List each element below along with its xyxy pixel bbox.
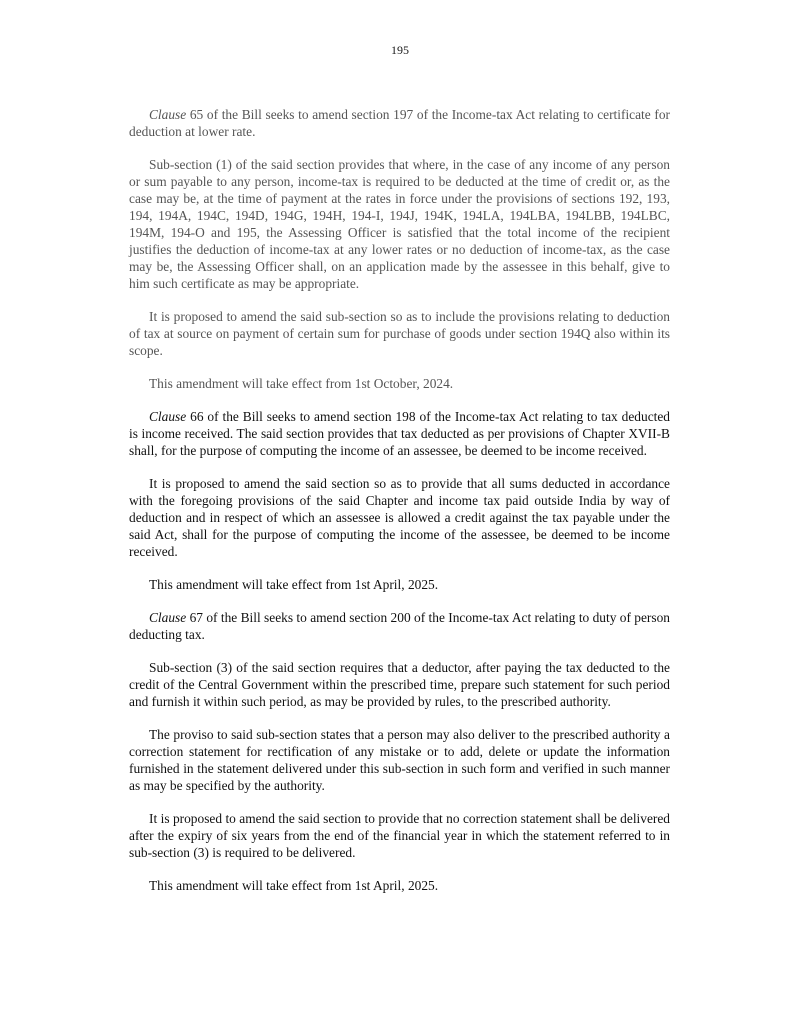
proviso-paragraph: The proviso to said sub-section states that a person may also deliver to the prescribed authority a correction statement for rectification of any mistake or to add, delete or update the information furnished in the statement delivered under this sub-section in such form and verified in such manner as may be specified by the authority. (129, 727, 670, 793)
proposal-paragraph: It is proposed to amend the said section to provide that no correction statement shall be delivered after the expiry of six years from the end of the financial year in which the statement referred to in sub-section (3) is required to be delivered. (129, 811, 670, 860)
sub-section-1-paragraph: Sub-section (1) of the said section provides that where, in the case of any income of any person or sum payable to any person, income-tax is required to be deducted at the time of credit or, as the case may be, at the time of payment at the rates in force under the provisions of sections 192, 193, 194, 194A, 194C, 194D, 194G, 194H, 194-I, 194J, 194K, 194LA, 194LBA, 194LBB, 194LBC, 194M, 194-O and 195, the Assessing Officer is satisfied that the total income of the recipient justifies the deduction of income-tax at any lower rates or no deduction of income-tax, as the case may be, the Assessing Officer shall, on an application made by the assessee in this behalf, give to him such certificate as may be appropriate. (129, 157, 670, 291)
effective-date-paragraph: This amendment will take effect from 1st October, 2024. (149, 376, 454, 391)
effective-date-paragraph: This amendment will take effect from 1st April, 2025. (149, 878, 439, 893)
effective-date-paragraph: This amendment will take effect from 1st April, 2025. (149, 577, 439, 592)
document-body (129, 106, 670, 910)
proposal-paragraph: It is proposed to amend the said sub-section so as to include the provisions relating to deduction of tax at source on payment of certain sum for purchase of goods under section 194Q also within its scope. (129, 309, 670, 358)
clause-65-paragraph (129, 106, 670, 140)
paragraph-text: 67 of the Bill seeks to amend section 200 of the Income-tax Act relating to duty of person deducting tax. (129, 610, 670, 642)
paragraph-text: 66 of the Bill seeks to amend section 198 of the Income-tax Act relating to tax deducted is income received. The said section provides that tax deducted as per provisions of Chapter XVII-B shall, for the purpose of computing the income of an assessee, be deemed to be income received. (129, 409, 670, 458)
sub-section-3-paragraph: Sub-section (3) of the said section requires that a deductor, after paying the tax deducted to the credit of the Central Government within the prescribed time, prepare such statement for such period and furnish it within such period, as may be provided by rules, to the prescribed authority. (129, 660, 670, 709)
paragraph-text: 65 of the Bill seeks to amend section 197 of the Income-tax Act relating to certificate for deduction at lower rate. (129, 107, 670, 139)
clause-label: Clause (149, 409, 187, 424)
page-number: 195 (391, 43, 409, 57)
clause-label: Clause (149, 610, 187, 625)
clause-66-paragraph (129, 408, 670, 459)
proposal-paragraph: It is proposed to amend the said section so as to provide that all sums deducted in accordance with the foregoing provisions of the said Chapter and income tax paid outside India by way of deduction and in respect of which an assessee is allowed a credit against the tax payable under the said Act, shall for the purpose of computing the income of the assessee, be deemed to be income received. (129, 476, 670, 559)
clause-label: Clause (149, 107, 187, 122)
clause-67-paragraph (129, 609, 670, 643)
